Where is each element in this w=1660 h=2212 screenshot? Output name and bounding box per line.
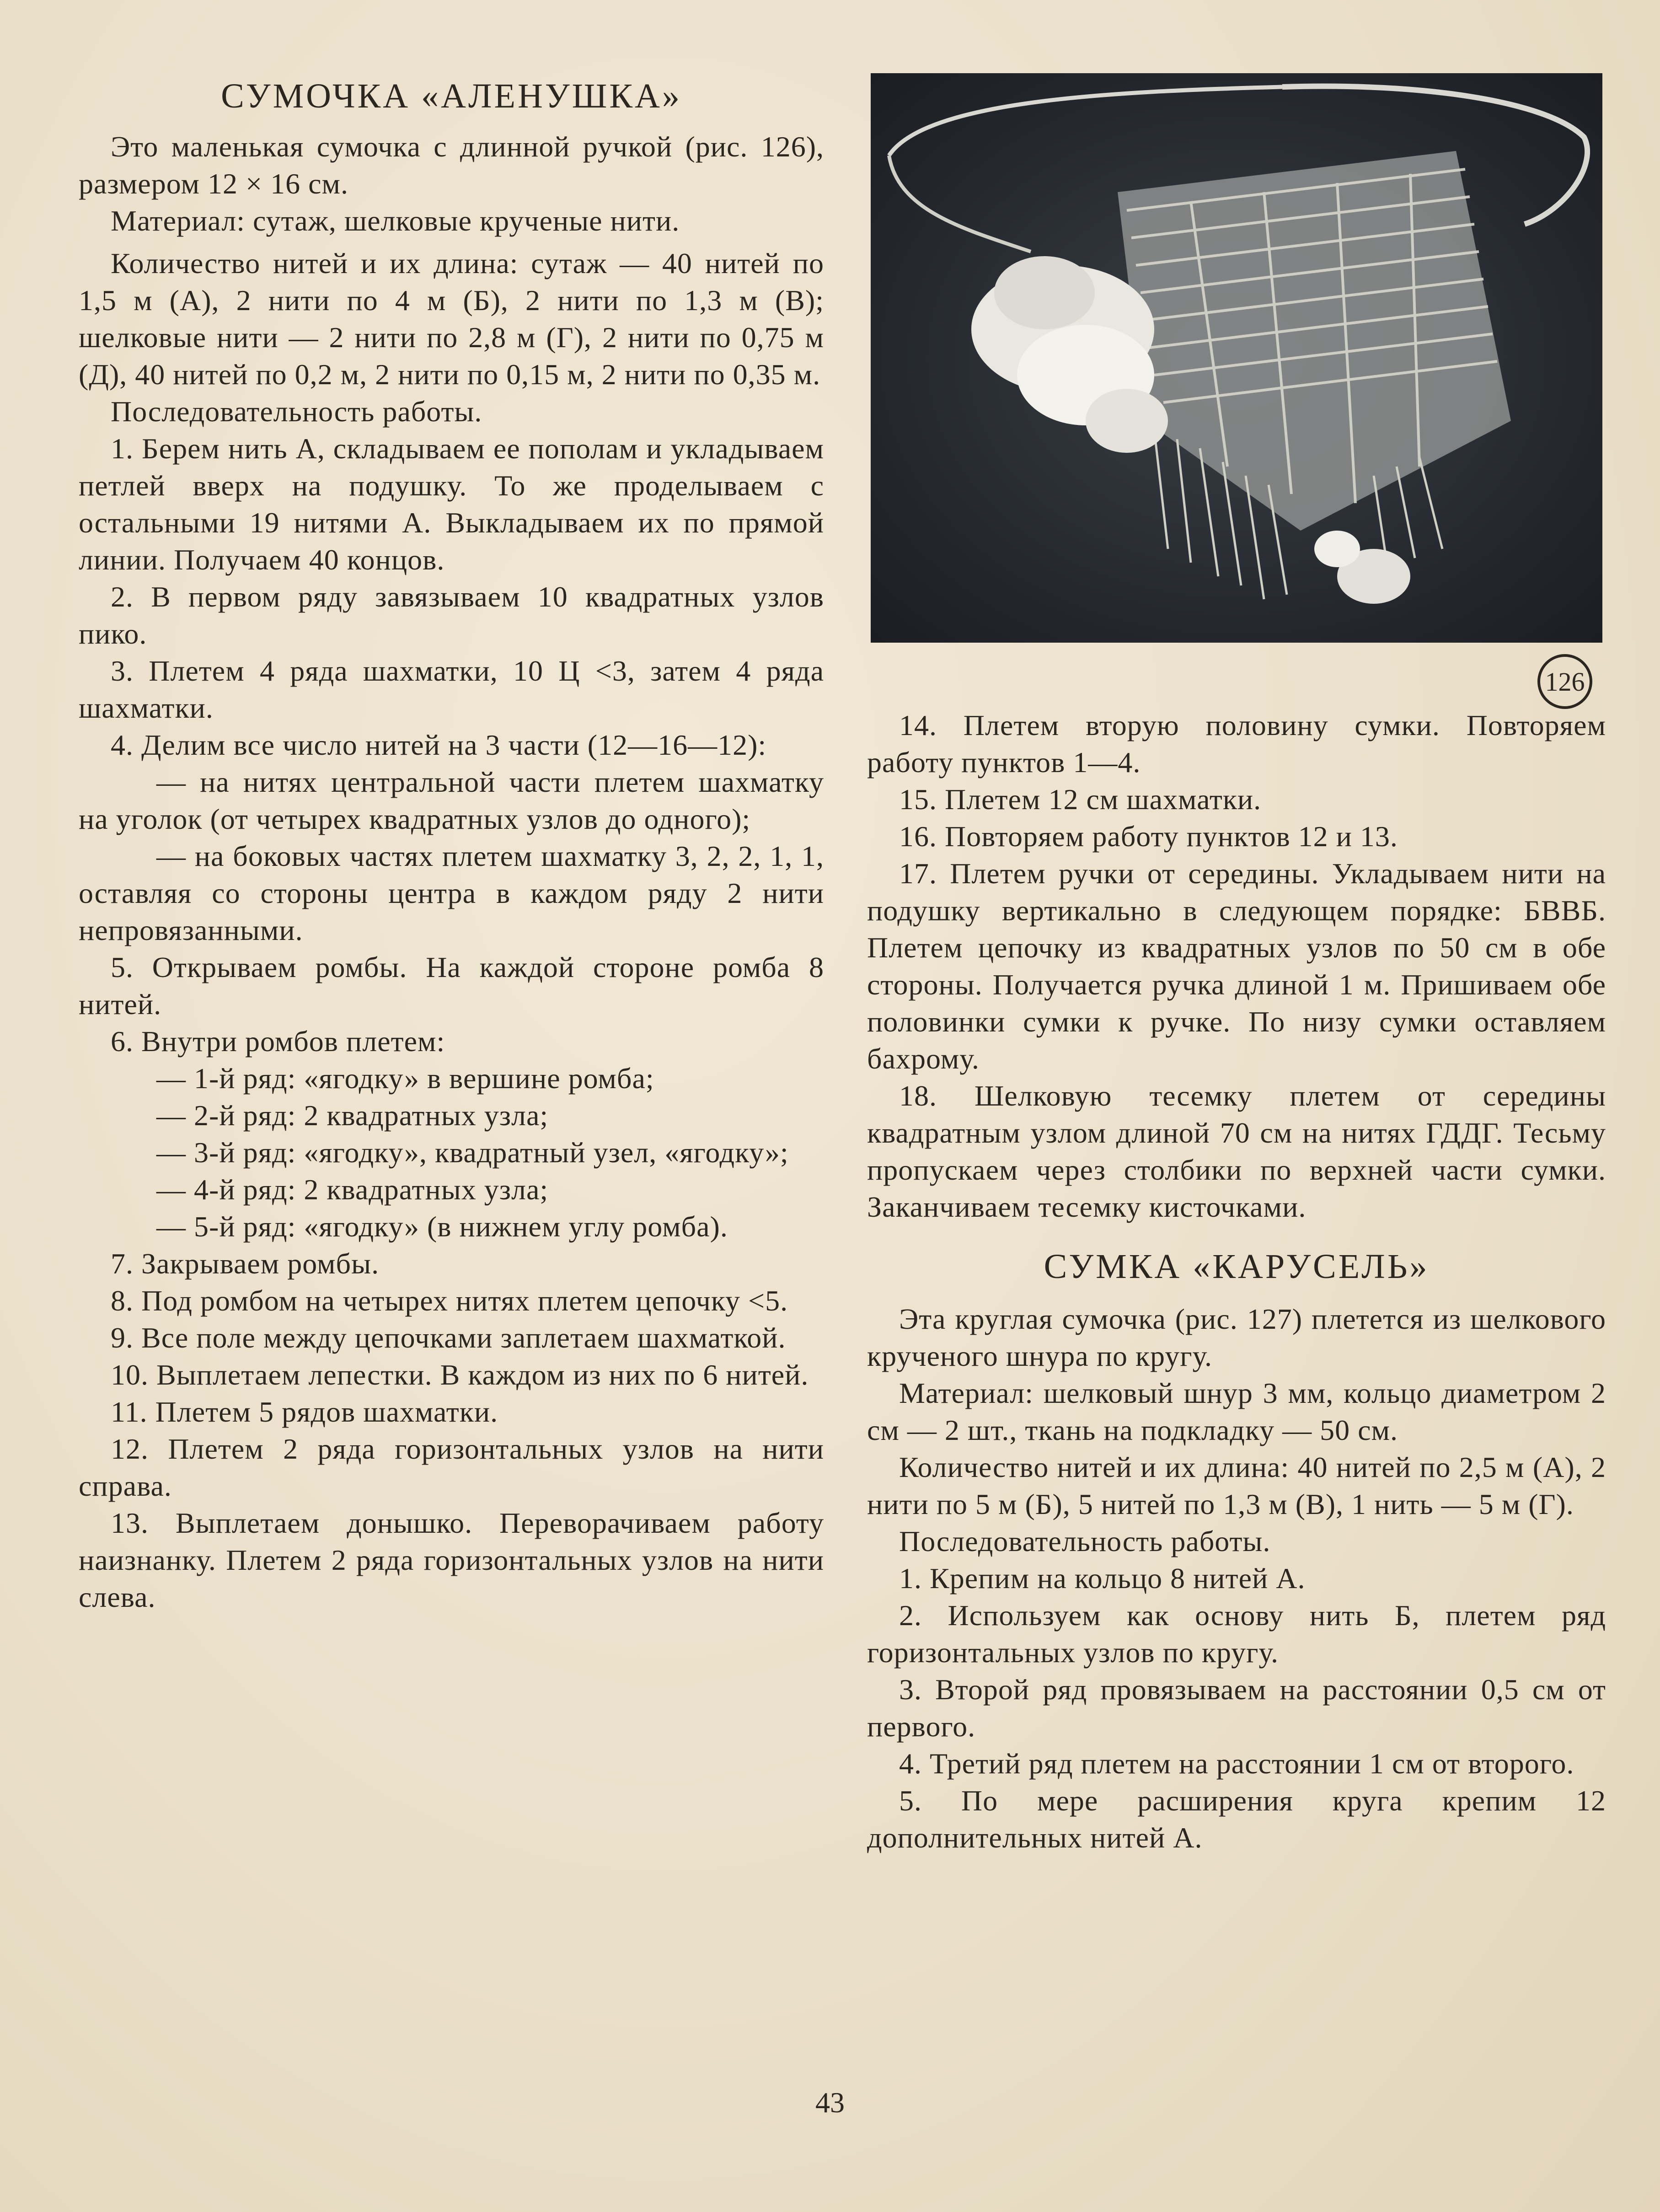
paragraph: 8. Под ромбом на четырех нитях плетем цепочку <5. bbox=[111, 1284, 788, 1317]
paragraph: Это маленькая сумочка с длинной ручкой (рис. 126), размером 12 × 16 см. bbox=[79, 130, 824, 200]
paragraph: 16. Повторяем работу пунктов 12 и 13. bbox=[899, 820, 1398, 853]
paragraph: 17. Плетем ручки от середины. Укладываем нити на подушку вертикально в следующем порядке: БВВБ. Плетем цепочку из квадратных узлов по 50 см в обе стороны. Получается ручка длиной 1 м. Пришиваем обе половинки сумки к ручке. По низу сумки оставляем бахрому. bbox=[867, 857, 1606, 1075]
paragraph: — на нитях центральной части плетем шахматку на уголок (от четырех квадратных узлов до одного); bbox=[79, 766, 824, 835]
right-column bbox=[867, 707, 1606, 1856]
paragraph: 12. Плетем 2 ряда горизонтальных узлов на нити справа. bbox=[79, 1433, 824, 1502]
paragraph: — 3-й ряд: «ягодку», квадратный узел, «ягодку»; bbox=[156, 1136, 789, 1169]
paragraph: 3. Плетем 4 ряда шахматки, 10 Ц <3, затем 4 ряда шахматки. bbox=[79, 655, 824, 724]
paragraph: 5. Открываем ромбы. На каждой стороне ромба 8 нитей. bbox=[79, 951, 824, 1020]
paragraph: Материал: сутаж, шелковые крученые нити. bbox=[111, 204, 680, 237]
paragraph: Эта круглая сумочка (рис. 127) плетется из шелкового крученого шнура по кругу. bbox=[867, 1303, 1606, 1372]
paragraph: 5. По мере расширения круга крепим 12 дополнительных нитей А. bbox=[867, 1784, 1606, 1854]
paragraph: 15. Плетем 12 см шахматки. bbox=[899, 783, 1262, 816]
paragraph: Последовательность работы. bbox=[111, 395, 482, 428]
macrame-bag-photo bbox=[871, 73, 1602, 643]
paragraph: 6. Внутри ромбов плетем: bbox=[111, 1025, 445, 1058]
paragraph: 7. Закрываем ромбы. bbox=[111, 1247, 380, 1280]
paragraph: 11. Плетем 5 рядов шахматки. bbox=[111, 1396, 498, 1428]
figure-number-badge: 126 bbox=[1537, 654, 1592, 709]
paragraph: Последовательность работы. bbox=[899, 1525, 1271, 1557]
paragraph: 10. Выплетаем лепестки. В каждом из них по 6 нитей. bbox=[111, 1358, 809, 1391]
paragraph: Материал: шелковый шнур 3 мм, кольцо диаметром 2 см — 2 шт., ткань на подкладку — 50 см. bbox=[867, 1377, 1606, 1446]
paragraph: — 2-й ряд: 2 квадратных узла; bbox=[156, 1099, 549, 1132]
page-number: 43 bbox=[815, 2086, 845, 2119]
paragraph: 2. В первом ряду завязываем 10 квадратных узлов пико. bbox=[79, 580, 824, 650]
paragraph: 1. Крепим на кольцо 8 нитей А. bbox=[899, 1562, 1306, 1595]
paragraph: 13. Выплетаем донышко. Переворачиваем работу наизнанку. Плетем 2 ряда горизонтальных узлов на нити слева. bbox=[79, 1507, 824, 1613]
paragraph: 2. Используем как основу нить Б, плетем ряд горизонтальных узлов по кругу. bbox=[867, 1599, 1606, 1669]
paragraph: 3. Второй ряд провязываем на расстоянии 0,5 см от первого. bbox=[867, 1673, 1606, 1743]
paragraph: — 1-й ряд: «ягодку» в вершине ромба; bbox=[156, 1062, 654, 1095]
left-column bbox=[79, 69, 824, 1616]
paragraph: 4. Третий ряд плетем на расстоянии 1 см от второго. bbox=[899, 1747, 1574, 1780]
article-title-alenushka: СУМОЧКА «АЛЕНУШКА» bbox=[221, 77, 682, 115]
bag-illustration bbox=[871, 73, 1602, 643]
paragraph: 18. Шелковую тесемку плетем от середины квадратным узлом длиной 70 см на нитях ГДДГ. Тесьму пропускаем через столбики по верхней части сумки. Заканчиваем тесемку кисточками. bbox=[867, 1079, 1606, 1223]
paragraph: — 5-й ряд: «ягодку» (в нижнем углу ромба). bbox=[156, 1210, 728, 1243]
paragraph: Количество нитей и их длина: сутаж — 40 нитей по 1,5 м (А), 2 нити по 4 м (Б), 2 нити по 1,3 м (В); шелковые нити — 2 нити по 2,8 м (Г), 2 нити по 0,75 м (Д), 40 нитей по 0,2 м, 2 нити по 0,15 м, 2 нити по 0,35 м. bbox=[79, 247, 824, 391]
paragraph: 4. Делим все число нитей на 3 части (12—16—12): bbox=[111, 729, 767, 761]
paragraph: — на боковых частях плетем шахматку 3, 2, 2, 1, 1, оставляя со стороны центра в каждом ряду 2 нити непровязанными. bbox=[79, 840, 824, 946]
paragraph: 9. Все поле между цепочками заплетаем шахматкой. bbox=[111, 1321, 786, 1354]
paragraph: Количество нитей и их длина: 40 нитей по 2,5 м (А), 2 нити по 5 м (Б), 5 нитей по 1,3 м (В), 1 нить — 5 м (Г). bbox=[867, 1451, 1606, 1520]
paragraph: 1. Берем нить А, складываем ее пополам и укладываем петлей вверх на подушку. То же проделываем с остальными 19 нитями А. Выкладываем их по прямой линии. Получаем 40 концов. bbox=[79, 432, 824, 576]
article-title-karusel: СУМКА «КАРУСЕЛЬ» bbox=[1044, 1247, 1430, 1286]
paragraph: 14. Плетем вторую половину сумки. Повторяем работу пунктов 1—4. bbox=[867, 709, 1606, 778]
paragraph: — 4-й ряд: 2 квадратных узла; bbox=[156, 1173, 549, 1206]
